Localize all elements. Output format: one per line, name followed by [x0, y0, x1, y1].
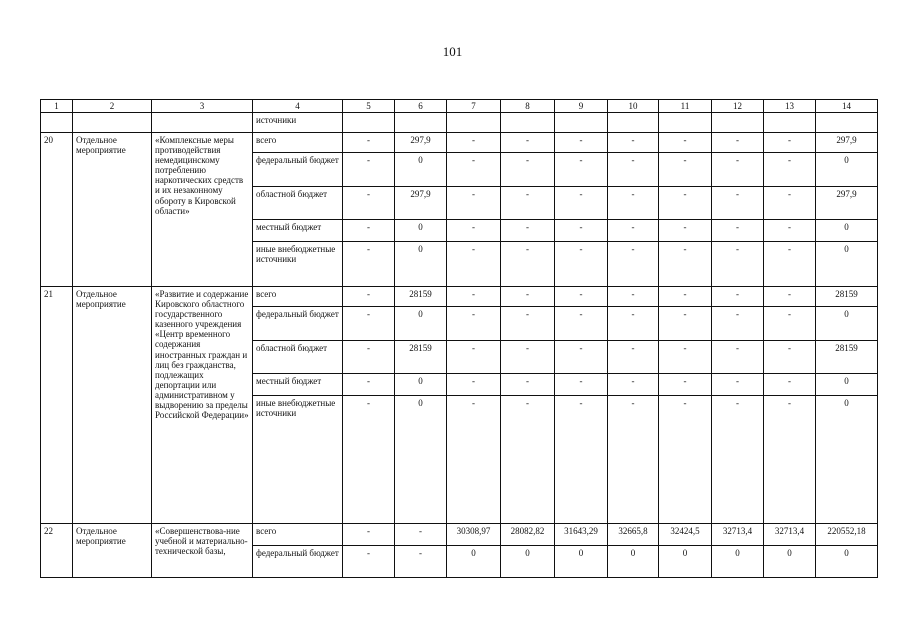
source-cell: источники — [253, 113, 343, 133]
value-cell: 0 — [501, 546, 555, 578]
value-cell: - — [343, 546, 395, 578]
column-header: 7 — [447, 100, 501, 113]
value-cell: - — [555, 374, 608, 396]
value-cell: - — [712, 307, 764, 341]
column-header: 11 — [659, 100, 712, 113]
value-cell: - — [343, 133, 395, 153]
value-cell: - — [608, 242, 659, 287]
value-cell: - — [343, 242, 395, 287]
value-cell: - — [764, 220, 816, 242]
row-number: 21 — [41, 287, 73, 524]
column-header: 1 — [41, 100, 73, 113]
value-cell: - — [712, 153, 764, 187]
value-cell: - — [608, 396, 659, 524]
funding-source: областной бюджет — [253, 341, 343, 374]
value-cell: - — [712, 396, 764, 524]
empty-cell — [152, 113, 253, 133]
value-cell: - — [764, 396, 816, 524]
value-cell: 31643,29 — [555, 524, 608, 546]
value-cell: 0 — [816, 242, 878, 287]
value-cell: - — [343, 187, 395, 220]
budget-table — [40, 99, 878, 578]
funding-source: всего — [253, 524, 343, 546]
value-cell: 0 — [395, 396, 447, 524]
value-cell: 0 — [816, 153, 878, 187]
value-cell: - — [501, 153, 555, 187]
value-cell: 0 — [447, 546, 501, 578]
value-cell: - — [501, 307, 555, 341]
value-cell: - — [659, 374, 712, 396]
column-header: 6 — [395, 100, 447, 113]
value-cell: 28159 — [395, 287, 447, 307]
value-cell: - — [501, 242, 555, 287]
empty-cell — [41, 113, 73, 133]
value-cell: 0 — [395, 374, 447, 396]
value-cell: - — [764, 374, 816, 396]
value-cell: - — [608, 341, 659, 374]
funding-source: федеральный бюджет — [253, 153, 343, 187]
value-cell: - — [555, 287, 608, 307]
value-cell: 32713,4 — [712, 524, 764, 546]
column-header: 9 — [555, 100, 608, 113]
value-cell: - — [712, 187, 764, 220]
value-cell: - — [343, 220, 395, 242]
value-cell: - — [555, 307, 608, 341]
funding-source: местный бюджет — [253, 374, 343, 396]
value-cell: - — [555, 153, 608, 187]
value-cell: - — [447, 341, 501, 374]
value-cell: 297,9 — [816, 133, 878, 153]
header-row — [41, 100, 878, 113]
value-cell: - — [659, 307, 712, 341]
value-cell: - — [447, 287, 501, 307]
value-cell: - — [712, 242, 764, 287]
column-header: 8 — [501, 100, 555, 113]
value-cell: 297,9 — [395, 133, 447, 153]
activity-name: «Совершенствова-ние учебной и материально-технической базы, — [152, 524, 253, 578]
funding-source: всего — [253, 133, 343, 153]
value-cell: - — [659, 133, 712, 153]
empty-cell — [608, 113, 659, 133]
value-cell: - — [501, 341, 555, 374]
value-cell: 0 — [816, 374, 878, 396]
value-cell: - — [343, 341, 395, 374]
value-cell: - — [395, 524, 447, 546]
value-cell: - — [764, 287, 816, 307]
funding-source: федеральный бюджет — [253, 307, 343, 341]
value-cell: - — [608, 187, 659, 220]
value-cell: - — [712, 374, 764, 396]
value-cell: - — [343, 524, 395, 546]
value-cell: - — [608, 220, 659, 242]
value-cell: - — [659, 396, 712, 524]
value-cell: 0 — [712, 546, 764, 578]
empty-cell — [395, 113, 447, 133]
funding-source: федеральный бюджет — [253, 546, 343, 578]
value-cell: 32665,8 — [608, 524, 659, 546]
value-cell: 30308,97 — [447, 524, 501, 546]
value-cell: 0 — [816, 396, 878, 524]
value-cell: - — [447, 307, 501, 341]
value-cell: 0 — [395, 242, 447, 287]
empty-cell — [816, 113, 878, 133]
value-cell: - — [764, 133, 816, 153]
value-cell: - — [447, 374, 501, 396]
funding-source: местный бюджет — [253, 220, 343, 242]
value-cell: 0 — [555, 546, 608, 578]
row-number: 20 — [41, 133, 73, 287]
value-cell: - — [764, 341, 816, 374]
value-cell: 0 — [608, 546, 659, 578]
value-cell: 0 — [395, 220, 447, 242]
value-cell: - — [501, 220, 555, 242]
empty-cell — [73, 113, 152, 133]
value-cell: - — [712, 133, 764, 153]
value-cell: - — [501, 133, 555, 153]
value-cell: - — [555, 396, 608, 524]
value-cell: - — [343, 374, 395, 396]
column-header: 4 — [253, 100, 343, 113]
value-cell: - — [343, 396, 395, 524]
row-number: 22 — [41, 524, 73, 578]
value-cell: 220552,18 — [816, 524, 878, 546]
value-cell: - — [447, 242, 501, 287]
value-cell: - — [764, 187, 816, 220]
column-header: 12 — [712, 100, 764, 113]
column-header: 5 — [343, 100, 395, 113]
value-cell: - — [343, 307, 395, 341]
value-cell: - — [501, 187, 555, 220]
value-cell: - — [608, 307, 659, 341]
column-header: 10 — [608, 100, 659, 113]
activity-type: Отдельное мероприятие — [73, 524, 152, 578]
table-body — [41, 100, 878, 578]
funding-source: областной бюджет — [253, 187, 343, 220]
value-cell: - — [608, 287, 659, 307]
page-number: 101 — [442, 44, 463, 59]
value-cell: 32424,5 — [659, 524, 712, 546]
value-cell: 0 — [395, 307, 447, 341]
activity-type: Отдельное мероприятие — [73, 287, 152, 524]
value-cell: - — [555, 341, 608, 374]
value-cell: - — [764, 307, 816, 341]
value-cell: - — [395, 546, 447, 578]
value-cell: - — [659, 242, 712, 287]
empty-cell — [712, 113, 764, 133]
value-cell: 297,9 — [395, 187, 447, 220]
value-cell: 0 — [659, 546, 712, 578]
value-cell: - — [659, 153, 712, 187]
value-cell: 0 — [816, 546, 878, 578]
empty-cell — [343, 113, 395, 133]
value-cell: 28082,82 — [501, 524, 555, 546]
column-header: 14 — [816, 100, 878, 113]
value-cell: - — [712, 220, 764, 242]
value-cell: - — [659, 287, 712, 307]
value-cell: - — [659, 341, 712, 374]
value-cell: - — [343, 287, 395, 307]
value-cell: 0 — [816, 220, 878, 242]
value-cell: 0 — [764, 546, 816, 578]
empty-cell — [764, 113, 816, 133]
value-cell: - — [764, 242, 816, 287]
value-cell: - — [608, 133, 659, 153]
column-header: 3 — [152, 100, 253, 113]
column-header: 13 — [764, 100, 816, 113]
table-row — [41, 287, 878, 307]
value-cell: - — [712, 287, 764, 307]
funding-source: иные внебюджетные источники — [253, 396, 343, 524]
table-row — [41, 133, 878, 153]
value-cell: - — [343, 153, 395, 187]
value-cell: - — [447, 153, 501, 187]
value-cell: - — [555, 187, 608, 220]
value-cell: - — [555, 133, 608, 153]
funding-source: всего — [253, 287, 343, 307]
value-cell: 32713,4 — [764, 524, 816, 546]
value-cell: 28159 — [816, 287, 878, 307]
value-cell: - — [659, 187, 712, 220]
empty-cell — [659, 113, 712, 133]
value-cell: - — [555, 220, 608, 242]
continuation-row — [41, 113, 878, 133]
value-cell: - — [501, 374, 555, 396]
value-cell: 297,9 — [816, 187, 878, 220]
value-cell: 28159 — [395, 341, 447, 374]
activity-type: Отдельное мероприятие — [73, 133, 152, 287]
table-row — [41, 524, 878, 546]
value-cell: - — [659, 220, 712, 242]
value-cell: - — [447, 220, 501, 242]
activity-name: «Развитие и содержание Кировского областного государственного казенного учреждения «Центр временного содержания иностранных граждан и лиц без гражданства, подлежащих депортации или административном у выдворению за пределы Российской Федерации» — [152, 287, 253, 524]
activity-name: «Комплексные меры противодействия немедицинскому потреблению наркотических средств и их незаконному обороту в Кировской области» — [152, 133, 253, 287]
value-cell: - — [447, 187, 501, 220]
value-cell: - — [712, 341, 764, 374]
empty-cell — [501, 113, 555, 133]
value-cell: - — [764, 153, 816, 187]
column-header: 2 — [73, 100, 152, 113]
value-cell: 28159 — [816, 341, 878, 374]
value-cell: 0 — [395, 153, 447, 187]
value-cell: 0 — [816, 307, 878, 341]
value-cell: - — [608, 374, 659, 396]
value-cell: - — [608, 153, 659, 187]
value-cell: - — [447, 133, 501, 153]
empty-cell — [555, 113, 608, 133]
value-cell: - — [501, 287, 555, 307]
value-cell: - — [555, 242, 608, 287]
funding-source: иные внебюджетные источники — [253, 242, 343, 287]
empty-cell — [447, 113, 501, 133]
value-cell: - — [501, 396, 555, 524]
value-cell: - — [447, 396, 501, 524]
